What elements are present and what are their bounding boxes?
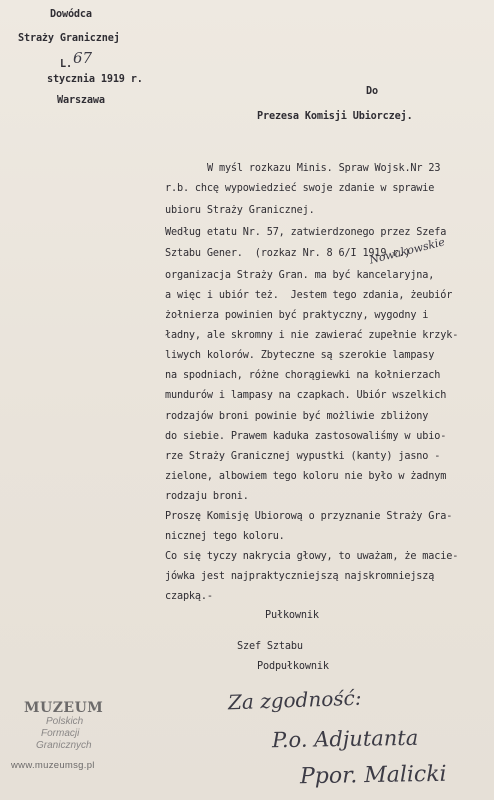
handwritten-insert: Nowakowskie	[368, 235, 447, 267]
body-line: Co się tyczy nakrycia głowy, to uważam, że macie-	[165, 551, 459, 562]
museum-logo-line-1: Polskich	[46, 716, 84, 727]
body-line: Proszę Komisję Ubiorową o przyznanie Straży Gra-	[165, 511, 453, 522]
museum-logo-name: MUZEUM	[24, 700, 104, 716]
signature-subrank: Podpułkownik	[257, 661, 329, 672]
body-line: ubioru Straży Granicznej.	[165, 205, 315, 216]
body-line: liwych kolorów. Zbyteczne są szerokie lampasy	[165, 350, 435, 361]
recipient-name: Prezesa Komisji Ubiorczej.	[257, 111, 413, 122]
museum-logo-url: www.muzeumsg.pl	[11, 760, 95, 771]
museum-logo-line-3: Granicznych	[36, 740, 92, 751]
sender-line-1: Dowódca	[50, 9, 92, 20]
handwritten-signature: Ppor. Malicki	[299, 761, 447, 790]
handwritten-adjutant: P.o. Adjutanta	[271, 725, 419, 753]
body-line: żołnierza powinien być praktyczny, wygodny i	[165, 310, 429, 321]
recipient-to: Do	[366, 86, 378, 97]
museum-logo	[8, 700, 118, 780]
body-line: mundurów i lampasy na czapkach. Ubiór wszelkich	[165, 390, 447, 401]
body-line: do siebie. Prawem kaduka zastosowaliśmy w ubio-	[165, 431, 447, 442]
signature-rank: Pułkownik	[265, 610, 319, 621]
document-place: Warszawa	[57, 95, 105, 106]
body-line: ładny, ale skromny i nie zawierać zupełnie krzyk-	[165, 330, 459, 341]
document-date: stycznia 1919 r.	[47, 74, 143, 85]
body-line: jówka jest najpraktyczniejszą najskromniejszą	[165, 571, 435, 582]
sender-line-2: Straży Granicznej	[18, 33, 120, 44]
body-line: W myśl rozkazu Minis. Spraw Wojsk.Nr 23	[207, 163, 441, 174]
reference-number-handwritten: 67	[73, 49, 93, 67]
body-line: rodzaju broni.	[165, 491, 249, 502]
body-line: rodzajów broni powinie być możliwie zbliżony	[165, 411, 429, 422]
handwritten-certification: Za zgodność:	[227, 685, 362, 715]
signature-title: Szef Sztabu	[237, 641, 303, 652]
body-line: na spodniach, różne chorągiewki na kołnierzach	[165, 370, 441, 381]
body-line: czapką.-	[165, 591, 213, 602]
body-line: zielone, albowiem tego koloru nie było w żadnym	[165, 471, 447, 482]
museum-logo-line-2: Formacji	[41, 728, 80, 739]
body-line: a więc i ubiór też. Jestem tego zdania, żeubiór	[165, 290, 453, 301]
body-line: r.b. chcę wypowiedzieć swoje zdanie w sprawie	[165, 183, 435, 194]
body-line: Według etatu Nr. 57, zatwierdzonego przez Szefa	[165, 227, 447, 238]
reference-prefix: L.	[60, 59, 72, 70]
body-line: nicznej tego koloru.	[165, 531, 285, 542]
body-line: organizacja Straży Gran. ma być kancelaryjna,	[165, 270, 435, 281]
body-line: rze Straży Granicznej wypustki (kanty) jasno -	[165, 451, 441, 462]
body-line: Sztabu Gener. (rozkaz Nr. 8 6/I 1919 r.)	[165, 248, 411, 259]
